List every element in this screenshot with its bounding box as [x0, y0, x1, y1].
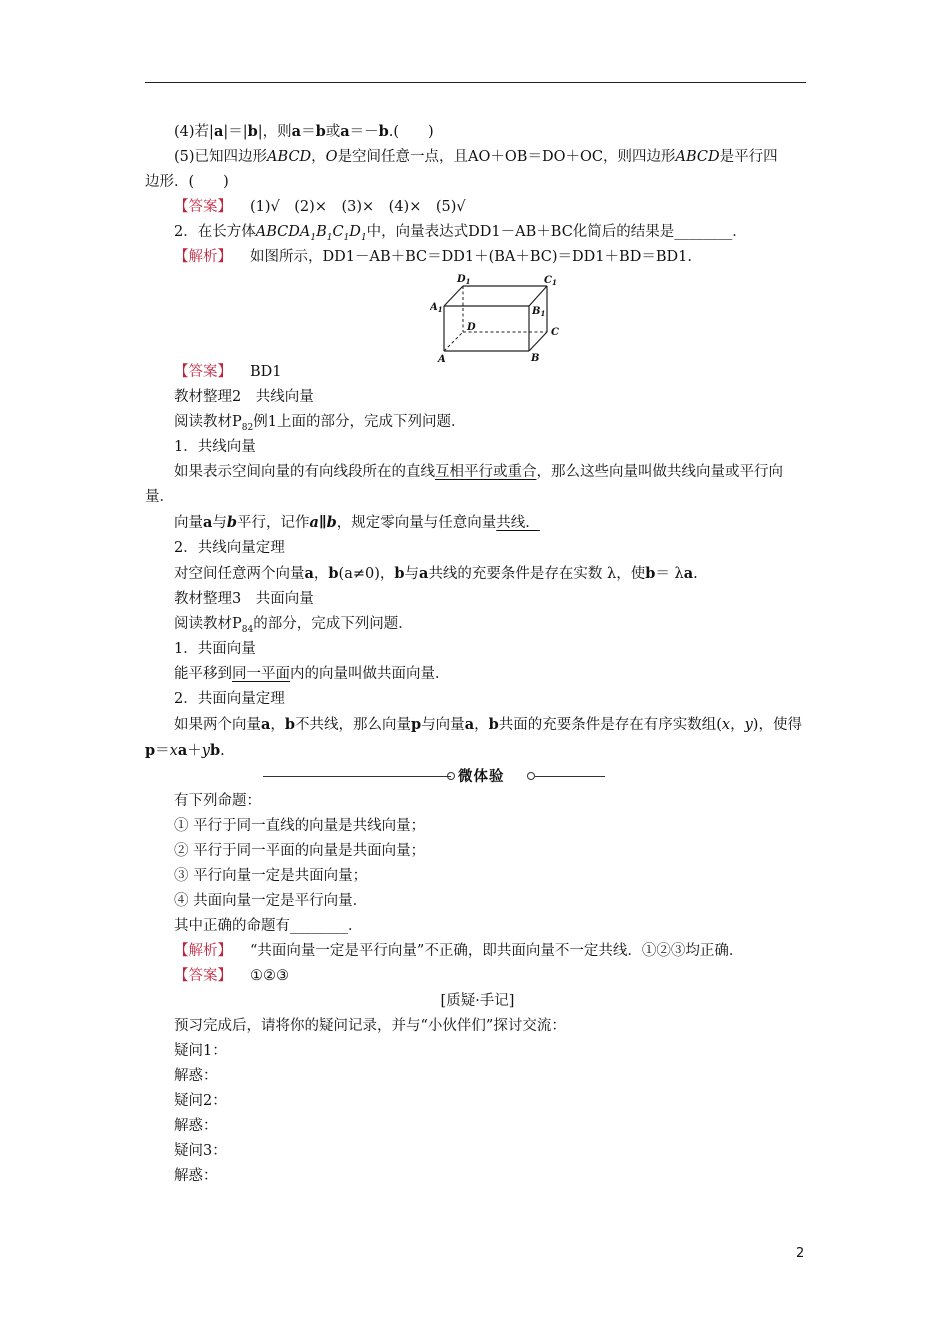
notes-intro: 预习完成后，请将你的疑问记录，并与“小伙伴们”探讨交流：: [174, 1018, 566, 1034]
divider-dot-right: [527, 772, 535, 780]
edge-ad: [444, 332, 463, 351]
answer-note-2: 解惑：: [174, 1118, 218, 1134]
question-note-2: 疑问2：: [174, 1093, 227, 1109]
definition-coplanar: 能平移到同一平面内的向量叫做共面向量．: [174, 666, 450, 682]
heading-collinear: 1．共线向量: [174, 439, 256, 455]
proposition-question: 其中正确的命题有________．: [174, 918, 363, 934]
answer-3: 【答案】 ①②③: [174, 968, 289, 984]
proposition-3: ③ 平行向量一定是共面向量；: [174, 868, 368, 884]
read-instruction-2: 阅读教材$P_{84}$的部分，完成下列问题．: [174, 616, 413, 635]
edge-b1c1: [529, 286, 547, 306]
question-note-1: 疑问1：: [174, 1043, 227, 1059]
divider-dot-left: [447, 772, 455, 780]
question-2: 2．在长方体$ABCDA_1B_1C_1D_1$中，向量表达式DD1－AB＋BC化简后的结果是________．: [174, 224, 747, 243]
label-a: A: [438, 354, 446, 362]
cuboid-figure: [145, 270, 810, 360]
item-5-cont: 边形．( ): [145, 174, 229, 190]
parallel-notation: 向量a与b平行，记作a∥b，规定零向量与任意向量共线．: [174, 514, 540, 531]
section-2-title: 教材整理2 共线向量: [174, 389, 314, 405]
analysis-1: 【解析】 如图所示，DD1－AB＋BC＝DD1＋(BA＋BC)＝DD1＋BD＝BD1.: [174, 249, 692, 265]
heading-coplanar-theorem: 2．共面向量定理: [174, 691, 285, 707]
divider-line-left: [263, 776, 451, 777]
mini-experience-divider: [145, 764, 810, 789]
edge-a1d1: [444, 286, 463, 306]
read-instruction-1: 阅读教材$P_{82}$例1上面的部分，完成下列问题．: [174, 414, 466, 433]
cuboid-diagram: [430, 272, 570, 362]
item-4: (4)若|a|＝|b|，则a＝b或a＝－b.( ): [174, 123, 434, 140]
label-c1: $C_1$: [544, 275, 557, 287]
proposition-1: ① 平行于同一直线的向量是共线向量；: [174, 818, 426, 834]
item-5: (5)已知四边形ABCD，O是空间任意一点，且AO＋OB＝DO＋OC，则四边形ABCD是平行四: [174, 149, 778, 165]
heading-coplanar: 1．共面向量: [174, 641, 256, 657]
heading-collinear-theorem: 2．共线向量定理: [174, 540, 285, 556]
header-rule: [145, 82, 806, 83]
page-number: 2: [796, 1246, 805, 1261]
collinear-theorem: 对空间任意两个向量a，b(a≠0)，b与a共线的充要条件是存在实数 λ，使b＝ λa.: [174, 565, 698, 582]
divider-line-right: [535, 776, 605, 777]
proposition-4: ④ 共面向量一定是平行向量．: [174, 893, 368, 909]
answer-2: 【答案】 BD1: [174, 364, 282, 380]
answer-note-3: 解惑：: [174, 1168, 218, 1184]
notes-title: [质疑·手记]: [440, 993, 515, 1009]
label-b1: $B_1$: [532, 306, 546, 318]
definition-collinear: 如果表示空间向量的有向线段所在的直线互相平行或重合，那么这些向量叫做共线向量或平行向量．: [145, 464, 783, 505]
label-d: D: [467, 322, 476, 333]
proposition-intro: 有下列命题：: [174, 793, 261, 809]
edge-bc: [529, 332, 547, 351]
label-a1: $A_1$: [430, 302, 443, 314]
question-note-3: 疑问3：: [174, 1143, 227, 1159]
answer-1: 【答案】 (1)√ (2)× (3)× (4)× (5)√: [174, 199, 466, 215]
mini-experience-title: 微体验: [458, 768, 505, 785]
coplanar-theorem: 如果两个向量a，b不共线，那么向量p与向量a，b共面的充要条件是存在有序实数组(x，y)，使得p＝xa＋yb.: [145, 716, 802, 759]
section-3-title: 教材整理3 共面向量: [174, 591, 314, 607]
answer-note-1: 解惑：: [174, 1068, 218, 1084]
label-c: C: [551, 327, 559, 338]
document-body: [145, 119, 810, 1189]
proposition-2: ② 平行于同一平面的向量是共面向量；: [174, 843, 426, 859]
label-b: B: [531, 353, 540, 362]
answer-tag: 【答案】: [174, 199, 232, 215]
analysis-tag: 【解析】: [174, 249, 232, 265]
analysis-2: 【解析】 “共面向量一定是平行向量”不正确，即共面向量不一定共线．①②③均正确．: [174, 943, 744, 959]
label-d1: $D_1$: [457, 274, 471, 286]
